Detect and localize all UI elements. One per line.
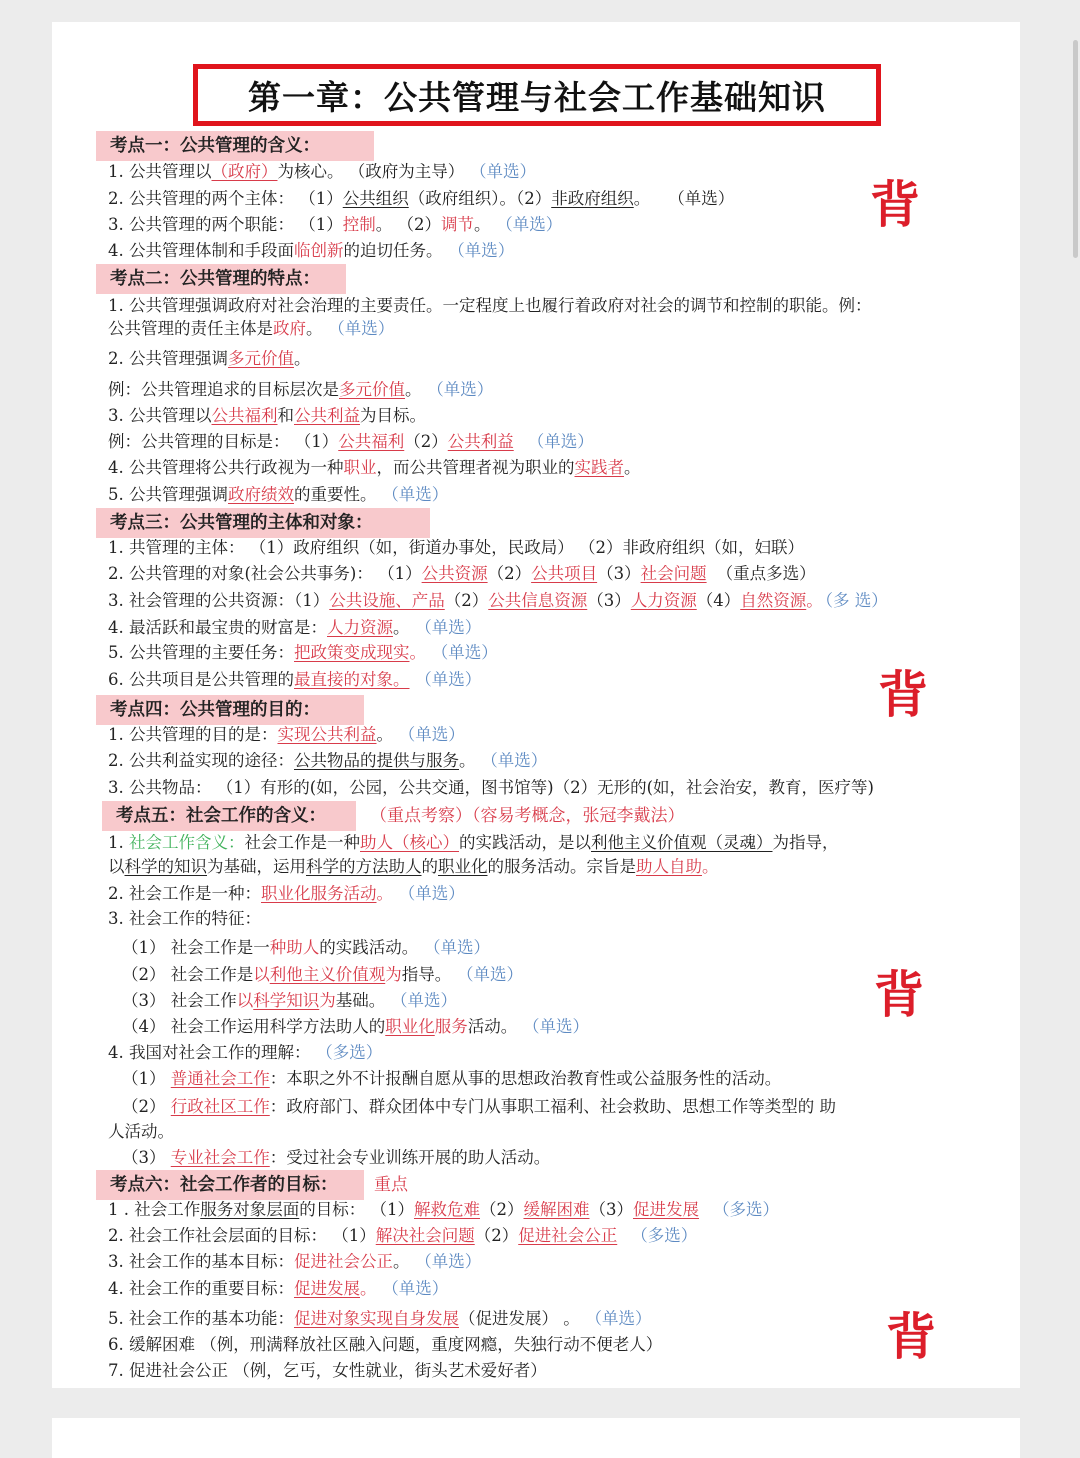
s2-line-2-example: 例：公共管理追求的目标层次是多元价值。 （单选） [108, 380, 494, 399]
s6-line-5: 5. 社会工作的基本功能：促进对象实现自身发展（促进发展） 。 （单选） [108, 1309, 652, 1328]
section-header-1: 考点一：公共管理的含义： [96, 131, 374, 161]
s4-line-1: 1. 公共管理的目的是：实现公共利益。 （单选） [108, 725, 465, 744]
section-6-note: 重点 [374, 1175, 408, 1195]
section-header-5: 考点五：社会工作的含义： [102, 801, 356, 831]
s2-line-2: 2. 公共管理强调多元价值。 [108, 349, 311, 368]
chapter-title: 第一章：公共管理与社会工作基础知识 [193, 64, 881, 126]
section-5-note: （重点考察）（容易考概念，张冠李戴法） [370, 806, 685, 826]
section-header-4: 考点四：公共管理的目的： [96, 695, 364, 725]
s5-understanding-2: （2） 行政社区工作：政府部门、群众团体中专门从事职工福利、社会救助、思想工作等类型的 助 [122, 1097, 836, 1116]
s2-line-1a: 1. 公共管理强调政府对社会治理的主要责任。一定程度上也履行着政府对社会的调节和控制的职能。例： [108, 296, 872, 315]
memorize-stamp: 背 [874, 965, 924, 1024]
memorize-stamp: 背 [870, 175, 920, 234]
s5-line-4: 4. 我国对社会工作的理解： （多选） [108, 1043, 383, 1062]
next-page [52, 1418, 1020, 1458]
s5-understanding-2b: 人活动。 [108, 1122, 174, 1141]
s5-feature-1: （1） 社会工作是一种助人的实践活动。 （单选） [122, 938, 490, 957]
s2-line-5: 5. 公共管理强调政府绩效的重要性。 （单选） [108, 485, 449, 504]
s3-line-5: 5. 公共管理的主要任务：把政策变成现实。 （单选） [108, 643, 498, 662]
s1-line-1: 1. 公共管理以（政府）为核心。 （政府为主导） （单选） [108, 162, 536, 181]
s6-line-7: 7. 促进社会公正 （例，乞丐，女性就业，街头艺术爱好者） [108, 1361, 547, 1380]
s2-line-3: 3. 公共管理以公共福利和公共利益为目标。 [108, 406, 426, 425]
memorize-stamp: 背 [878, 665, 928, 724]
s3-line-4: 4. 最活跃和最宝贵的财富是：人力资源。 （单选） [108, 618, 482, 637]
s4-line-3: 3. 公共物品： （1）有形的(如，公园，公共交通，图书馆等)（2）无形的(如，社会治安，教育，医疗等) [108, 778, 874, 797]
s5-understanding-3: （3） 专业社会工作：受过社会专业训练开展的助人活动。 [122, 1148, 551, 1167]
s3-line-3: 3. 社会管理的公共资源：（1）公共设施、产品（2）公共信息资源（3）人力资源（4）自然资源。 （多 选） [108, 591, 888, 610]
section-header-2: 考点二：公共管理的特点： [96, 264, 346, 294]
memorize-stamp: 背 [886, 1307, 936, 1366]
s5-feature-4: （4） 社会工作运用科学方法助人的职业化服务活动。 （单选） [122, 1017, 589, 1036]
s5-feature-3: （3） 社会工作以科学知识为基础。 （单选） [122, 991, 457, 1010]
s5-feature-2: （2） 社会工作是以利他主义价值观为指导。 （单选） [122, 965, 523, 984]
s2-line-3-example: 例：公共管理的目标是： （1）公共福利（2）公共利益 （单选） [108, 432, 594, 451]
section-header-6: 考点六：社会工作者的目标： [96, 1170, 364, 1200]
s6-line-6: 6. 缓解困难 （例，刑满释放社区融入问题，重度网瘾，失独行动不便老人） [108, 1335, 663, 1354]
s5-line-3: 3. 社会工作的特征： [108, 909, 261, 928]
scrollbar[interactable] [1073, 40, 1078, 258]
s5-line-2: 2. 社会工作是一种：职业化服务活动。 （单选） [108, 884, 465, 903]
s3-line-1: 1. 共管理的主体： （1）政府组织（如，街道办事处，民政局） （2）非政府组织（如，妇联） [108, 538, 804, 557]
s3-line-6: 6. 公共项目是公共管理的最直接的对象。 （单选） [108, 670, 482, 689]
s5-line-1b: 以科学的知识为基础，运用科学的方法助人的职业化的服务活动。宗旨是助人自助。 [108, 857, 719, 876]
section-header-3: 考点三：公共管理的主体和对象： [96, 508, 430, 538]
s6-line-4: 4. 社会工作的重要目标：促进发展。 （单选） [108, 1279, 449, 1298]
s5-line-1a: 1. 社会工作含义：社会工作是一种助人（核心）的实践活动，是以利他主义价值观（灵魂）为指导， [108, 833, 839, 852]
s1-line-3: 3. 公共管理的两个职能： （1）控制。 （2）调节。 （单选） [108, 215, 563, 234]
s6-line-2: 2. 社会工作社会层面的目标： （1）解决社会问题（2）促进社会公正 （多选） [108, 1226, 698, 1245]
s6-line-3: 3. 社会工作的基本目标：促进社会公正。 （单选） [108, 1252, 482, 1271]
s6-line-1: 1 . 社会工作服务对象层面的目标： （1）解救危难（2）缓解困难（3）促进发展 （多选） [108, 1200, 779, 1219]
s1-line-4: 4. 公共管理体制和手段面临创新的迫切任务。 （单选） [108, 241, 515, 260]
s5-understanding-1: （1） 普通社会工作：本职之外不计报酬自愿从事的思想政治教育性或公益服务性的活动。 [122, 1069, 782, 1088]
s3-line-2: 2. 公共管理的对象(社会公共事务)： （1）公共资源（2）公共项目（3）社会问题 （重点多选） [108, 564, 816, 583]
s1-line-2: 2. 公共管理的两个主体： （1）公共组织（政府组织）。（2）非政府组织。 （单选） [108, 189, 735, 208]
s2-line-1b: 公共管理的责任主体是政府。 （单选） [108, 319, 395, 338]
s2-line-4: 4. 公共管理将公共行政视为一种职业，而公共管理者视为职业的实践者。 [108, 458, 641, 477]
s4-line-2: 2. 公共利益实现的途径：公共物品的提供与服务。 （单选） [108, 751, 548, 770]
